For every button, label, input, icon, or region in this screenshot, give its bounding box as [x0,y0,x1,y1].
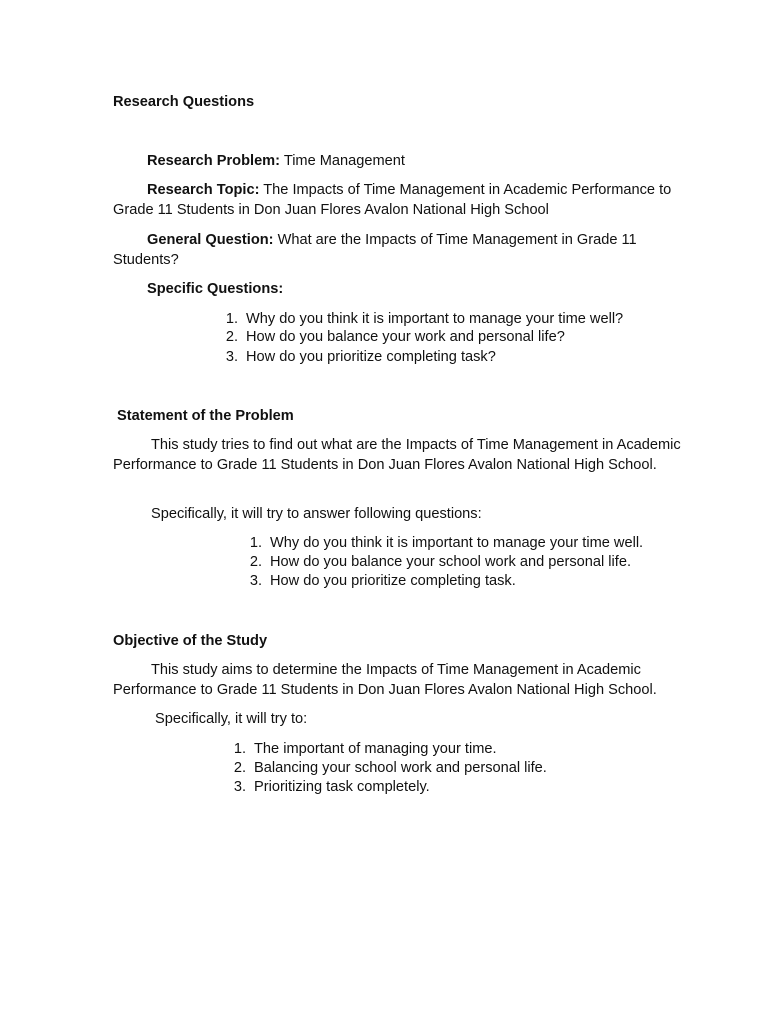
list-item [230,759,547,778]
list-number: 1. [233,741,246,757]
general-question-label: General Question: [147,232,274,248]
general-question-paragraph [113,231,681,270]
list-item [230,778,430,797]
research-questions-heading: Research Questions [113,94,255,110]
research-problem-label: Research Problem: [147,153,281,169]
list-number: 3. [249,573,262,589]
list-item [222,328,565,347]
list-number: 3. [225,349,238,365]
list-text: How do you prioritize completing task? [246,349,496,365]
list-item [246,534,643,553]
list-text: Why do you think it is important to manage your time well. [270,535,644,551]
list-text: Balancing your school work and personal life. [254,760,547,776]
list-number: 2. [233,760,246,776]
objective-paragraph: This study aims to determine the Impacts of Time Management in Academic Performance to Grade 11 Students in Don Juan Flores Avalon National High School. [113,662,657,698]
list-item [246,553,631,572]
list-item [222,348,496,367]
list-item [230,740,497,759]
general-question-text: What are the Impacts of Time Management in Grade 11 Students? [113,232,637,268]
list-number: 1. [249,535,262,551]
research-topic-text: The Impacts of Time Management in Academic Performance to Grade 11 Students in Don Juan Flores Avalon National High School [113,182,672,218]
list-number: 2. [249,554,262,570]
research-topic-paragraph [113,181,681,220]
list-text: How do you balance your work and personal life? [246,329,565,345]
research-topic-label: Research Topic: [147,182,260,198]
statement-paragraph: This study tries to find out what are the Impacts of Time Management in Academic Performance to Grade 11 Students in Don Juan Flores Avalon National High School. [113,437,681,473]
list-number: 2. [225,329,238,345]
list-text: How do you balance your school work and personal life. [270,554,631,570]
list-item [222,310,623,329]
list-item [246,572,516,591]
objective-heading: Objective of the Study [113,633,268,649]
statement-lead: Specifically, it will try to answer following questions: [151,506,482,522]
list-text: Why do you think it is important to manage your time well? [246,311,624,327]
list-number: 3. [233,779,246,795]
statement-heading: Statement of the Problem [117,408,294,424]
research-problem-line [147,152,405,171]
list-text: Prioritizing task completely. [254,779,430,795]
objective-lead: Specifically, it will try to: [155,711,308,727]
specific-questions-label: Specific Questions: [147,281,284,297]
list-text: How do you prioritize completing task. [270,573,516,589]
list-text: The important of managing your time. [254,741,497,757]
list-number: 1. [225,311,238,327]
research-problem-text: Time Management [280,153,405,169]
